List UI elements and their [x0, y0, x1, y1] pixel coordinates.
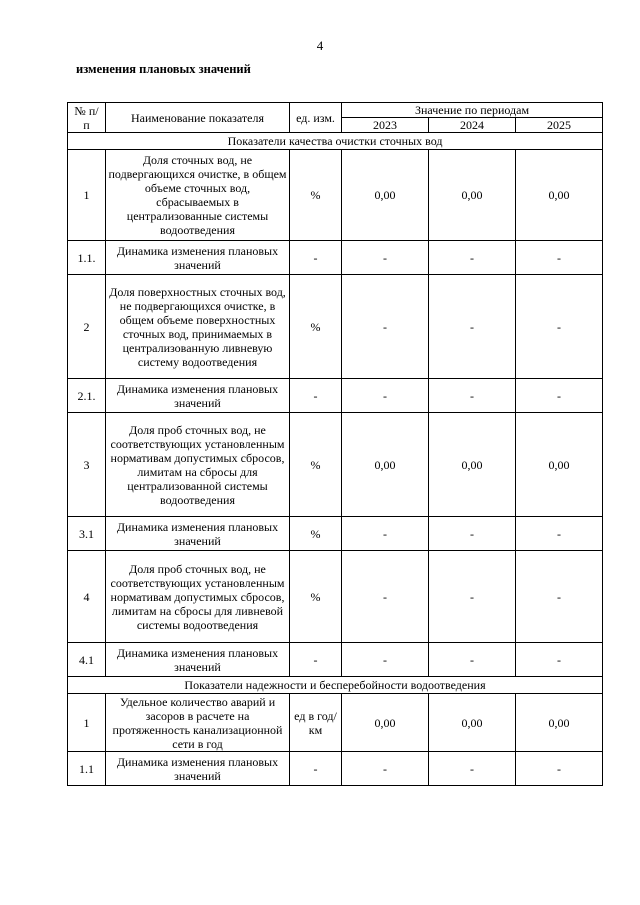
value-cell: 0,00: [429, 694, 516, 752]
unit-cell: -: [290, 241, 342, 275]
value-cell: -: [342, 275, 429, 379]
value-cell: -: [516, 551, 603, 643]
unit-cell: ед в год/ км: [290, 694, 342, 752]
indicator-name: Динамика изменения плановых значений: [106, 241, 290, 275]
value-cell: -: [429, 241, 516, 275]
row-number: 3.1: [68, 517, 106, 551]
value-cell: -: [516, 752, 603, 786]
header-unit: ед. изм.: [290, 103, 342, 133]
indicators-table: [67, 102, 603, 786]
header-year: 2023: [342, 118, 429, 133]
value-cell: -: [516, 379, 603, 413]
value-cell: 0,00: [342, 413, 429, 517]
table-row: [68, 694, 603, 752]
table-row: [68, 150, 603, 241]
value-cell: -: [516, 241, 603, 275]
row-number: 1: [68, 150, 106, 241]
row-number: 1: [68, 694, 106, 752]
value-cell: 0,00: [342, 150, 429, 241]
page-number: 4: [316, 38, 324, 53]
value-cell: -: [429, 379, 516, 413]
value-cell: -: [429, 643, 516, 677]
value-cell: -: [342, 643, 429, 677]
row-number: 1.1: [68, 752, 106, 786]
table-row: [68, 517, 603, 551]
table-row: [68, 413, 603, 517]
indicator-name: Доля проб сточных вод, не соответствующих установленным нормативам допустимых сбросов, лимитам на сбросы для ливневой системы водоотведения: [106, 551, 290, 643]
table-row: [68, 379, 603, 413]
indicator-name: Доля поверхностных сточных вод, не подвергающихся очистке, в общем объеме поверхностных сточных вод, принимаемых в централизованную ливневую систему водоотведения: [106, 275, 290, 379]
unit-cell: -: [290, 643, 342, 677]
value-cell: 0,00: [516, 694, 603, 752]
unit-cell: %: [290, 551, 342, 643]
value-cell: -: [429, 517, 516, 551]
value-cell: -: [516, 643, 603, 677]
value-cell: -: [342, 241, 429, 275]
section-row: [68, 133, 603, 150]
section-title: Показатели качества очистки сточных вод: [68, 133, 603, 150]
section-title: Показатели надежности и бесперебойности водоотведения: [68, 677, 603, 694]
table-row: [68, 551, 603, 643]
row-number: 4.1: [68, 643, 106, 677]
page-heading: изменения плановых значений: [76, 62, 251, 76]
table-row: [68, 275, 603, 379]
unit-cell: %: [290, 413, 342, 517]
indicator-name: Доля сточных вод, не подвергающихся очистке, в общем объеме сточных вод, сбрасываемых в централизованные системы водоотведения: [106, 150, 290, 241]
section-row: [68, 677, 603, 694]
value-cell: -: [342, 379, 429, 413]
value-cell: 0,00: [342, 694, 429, 752]
table-body: [68, 133, 603, 786]
value-cell: -: [342, 752, 429, 786]
header-periods: Значение по периодам: [342, 103, 603, 118]
value-cell: -: [516, 517, 603, 551]
value-cell: 0,00: [429, 150, 516, 241]
table-row: [68, 752, 603, 786]
indicator-name: Удельное количество аварий и засоров в расчете на протяженность канализационной сети в год: [106, 694, 290, 752]
value-cell: 0,00: [516, 150, 603, 241]
indicator-name: Динамика изменения плановых значений: [106, 379, 290, 413]
header-year: 2025: [516, 118, 603, 133]
row-number: 4: [68, 551, 106, 643]
unit-cell: %: [290, 517, 342, 551]
indicator-name: Динамика изменения плановых значений: [106, 643, 290, 677]
indicator-name: Доля проб сточных вод, не соответствующих установленным нормативам допустимых сбросов, лимитам на сбросы для централизованной системы водоотведения: [106, 413, 290, 517]
unit-cell: %: [290, 275, 342, 379]
value-cell: -: [342, 551, 429, 643]
unit-cell: -: [290, 752, 342, 786]
value-cell: 0,00: [429, 413, 516, 517]
value-cell: -: [516, 275, 603, 379]
unit-cell: %: [290, 150, 342, 241]
row-number: 2.1.: [68, 379, 106, 413]
row-number: 2: [68, 275, 106, 379]
header-year: 2024: [429, 118, 516, 133]
value-cell: -: [429, 275, 516, 379]
value-cell: -: [342, 517, 429, 551]
table-row: [68, 643, 603, 677]
row-number: 1.1.: [68, 241, 106, 275]
table-row: [68, 241, 603, 275]
header-num: № п/п: [68, 103, 106, 133]
value-cell: 0,00: [516, 413, 603, 517]
value-cell: -: [429, 752, 516, 786]
unit-cell: -: [290, 379, 342, 413]
indicator-name: Динамика изменения плановых значений: [106, 517, 290, 551]
value-cell: -: [429, 551, 516, 643]
row-number: 3: [68, 413, 106, 517]
header-name: Наименование показателя: [106, 103, 290, 133]
indicator-name: Динамика изменения плановых значений: [106, 752, 290, 786]
